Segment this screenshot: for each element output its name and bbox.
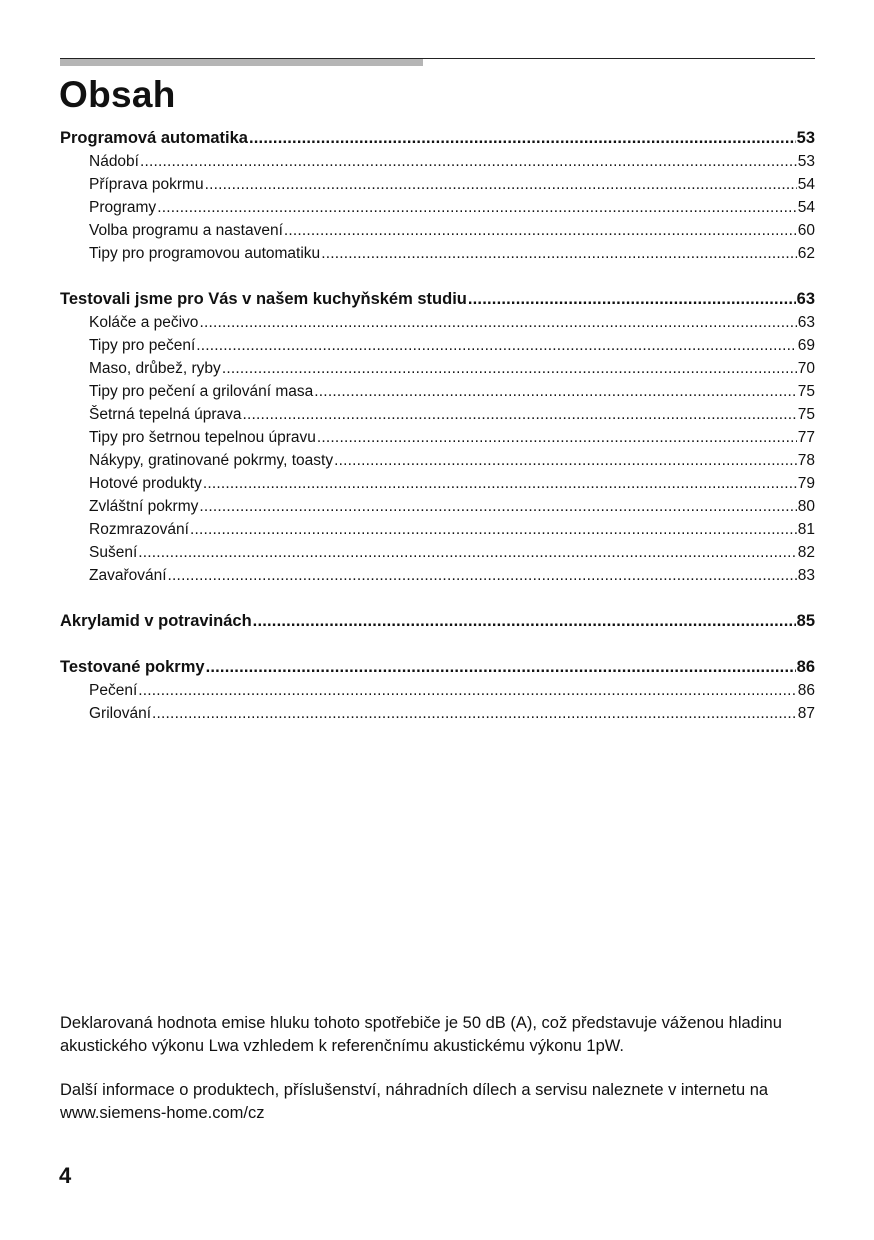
toc-item[interactable]: [60, 495, 815, 518]
toc-section-heading[interactable]: [60, 127, 815, 150]
dot-leader: [249, 127, 796, 150]
toc-item[interactable]: [60, 472, 815, 495]
dot-leader: [321, 242, 797, 265]
toc-section-heading[interactable]: [60, 656, 815, 679]
dot-leader: [314, 380, 796, 403]
table-of-contents: [60, 127, 815, 748]
toc-item[interactable]: [60, 380, 815, 403]
toc-entry-label: Tipy pro programovou automatiku: [89, 245, 321, 262]
dot-leader: [222, 357, 797, 380]
toc-section: [60, 288, 815, 587]
toc-entry-page: 83: [797, 567, 815, 584]
toc-entry-label: Testované pokrmy: [60, 658, 205, 676]
toc-entry-page: 54: [797, 176, 815, 193]
toc-entry-label: Příprava pokrmu: [89, 176, 204, 193]
toc-entry-page: 54: [797, 199, 815, 216]
toc-entry-label: Tipy pro pečení a grilování masa: [89, 383, 314, 400]
header-accent-bar: [60, 59, 423, 66]
toc-entry-label: Sušení: [89, 544, 138, 561]
toc-entry-page: 86: [796, 658, 815, 676]
toc-entry-page: 53: [797, 153, 815, 170]
toc-section-heading[interactable]: [60, 288, 815, 311]
dot-leader: [138, 679, 796, 702]
noise-emission-note: Deklarovaná hodnota emise hluku tohoto spotřebiče je 50 dB (A), což představuje váženou hladinu akustického výkonu Lwa vzhledem k referenčnímu akustickému výkonu 1pW.: [60, 1014, 782, 1055]
dot-leader: [206, 656, 796, 679]
toc-item[interactable]: [60, 426, 815, 449]
toc-item[interactable]: [60, 219, 815, 242]
toc-item[interactable]: [60, 196, 815, 219]
toc-entry-page: 63: [796, 290, 815, 308]
toc-entry-label: Akrylamid v potravinách: [60, 612, 252, 630]
dot-leader: [152, 702, 797, 725]
toc-entry-label: Šetrná tepelná úprava: [89, 406, 242, 423]
dot-leader: [284, 219, 797, 242]
toc-entry-label: Rozmrazování: [89, 521, 189, 538]
dot-leader: [205, 173, 797, 196]
toc-entry-label: Nákypy, gratinované pokrmy, toasty: [89, 452, 334, 469]
toc-entry-label: Pečení: [89, 682, 138, 699]
toc-item[interactable]: [60, 357, 815, 380]
toc-entry-page: 77: [797, 429, 815, 446]
toc-item[interactable]: [60, 173, 815, 196]
toc-entry-page: 53: [796, 129, 815, 147]
toc-entry-label: Hotové produkty: [89, 475, 202, 492]
toc-entry-page: 82: [797, 544, 815, 561]
toc-entry-page: 81: [797, 521, 815, 538]
toc-entry-page: 75: [797, 383, 815, 400]
toc-entry-label: Tipy pro pečení: [89, 337, 196, 354]
toc-entry-page: 78: [797, 452, 815, 469]
dot-leader: [199, 311, 796, 334]
dot-leader: [138, 541, 796, 564]
toc-item[interactable]: [60, 518, 815, 541]
toc-entry-label: Programová automatika: [60, 129, 248, 147]
dot-leader: [334, 449, 797, 472]
toc-item[interactable]: [60, 150, 815, 173]
toc-item[interactable]: [60, 242, 815, 265]
toc-entry-label: Koláče a pečivo: [89, 314, 199, 331]
toc-entry-label: Zavařování: [89, 567, 167, 584]
toc-item[interactable]: [60, 564, 815, 587]
toc-item[interactable]: [60, 702, 815, 725]
dot-leader: [190, 518, 797, 541]
toc-section: [60, 610, 815, 633]
toc-entry-page: 87: [797, 705, 815, 722]
toc-entry-page: 80: [797, 498, 815, 515]
more-info-note: Další informace o produktech, příslušenství, náhradních dílech a servisu naleznete v internetu na www.siemens-home.com/cz: [60, 1081, 769, 1122]
toc-entry-page: 86: [797, 682, 815, 699]
toc-entry-page: 60: [797, 222, 815, 239]
dot-leader: [243, 403, 797, 426]
dot-leader: [317, 426, 797, 449]
toc-item[interactable]: [60, 403, 815, 426]
toc-entry-page: 85: [796, 612, 815, 630]
toc-item[interactable]: [60, 541, 815, 564]
dot-leader: [196, 334, 796, 357]
toc-item[interactable]: [60, 334, 815, 357]
toc-entry-label: Maso, drůbež, ryby: [89, 360, 221, 377]
toc-entry-page: 63: [797, 314, 815, 331]
toc-entry-label: Testovali jsme pro Vás v našem kuchyňském studiu: [60, 290, 467, 308]
toc-item[interactable]: [60, 449, 815, 472]
dot-leader: [140, 150, 797, 173]
toc-section: [60, 656, 815, 725]
dot-leader: [157, 196, 797, 219]
dot-leader: [468, 288, 796, 311]
dot-leader: [253, 610, 796, 633]
toc-entry-page: 69: [797, 337, 815, 354]
toc-item[interactable]: [60, 311, 815, 334]
page-title: Obsah: [59, 74, 176, 115]
dot-leader: [199, 495, 796, 518]
dot-leader: [168, 564, 797, 587]
toc-entry-page: 79: [797, 475, 815, 492]
toc-entry-label: Zvláštní pokrmy: [89, 498, 199, 515]
toc-entry-label: Grilování: [89, 705, 152, 722]
toc-section: [60, 127, 815, 265]
page-number: 4: [59, 1163, 72, 1188]
toc-entry-label: Nádobí: [89, 153, 139, 170]
toc-item[interactable]: [60, 679, 815, 702]
toc-entry-page: 75: [797, 406, 815, 423]
toc-entry-label: Volba programu a nastavení: [89, 222, 283, 239]
toc-entry-page: 70: [797, 360, 815, 377]
toc-entry-page: 62: [797, 245, 815, 262]
toc-entry-label: Programy: [89, 199, 157, 216]
dot-leader: [203, 472, 797, 495]
toc-section-heading[interactable]: [60, 610, 815, 633]
toc-entry-label: Tipy pro šetrnou tepelnou úpravu: [89, 429, 316, 446]
